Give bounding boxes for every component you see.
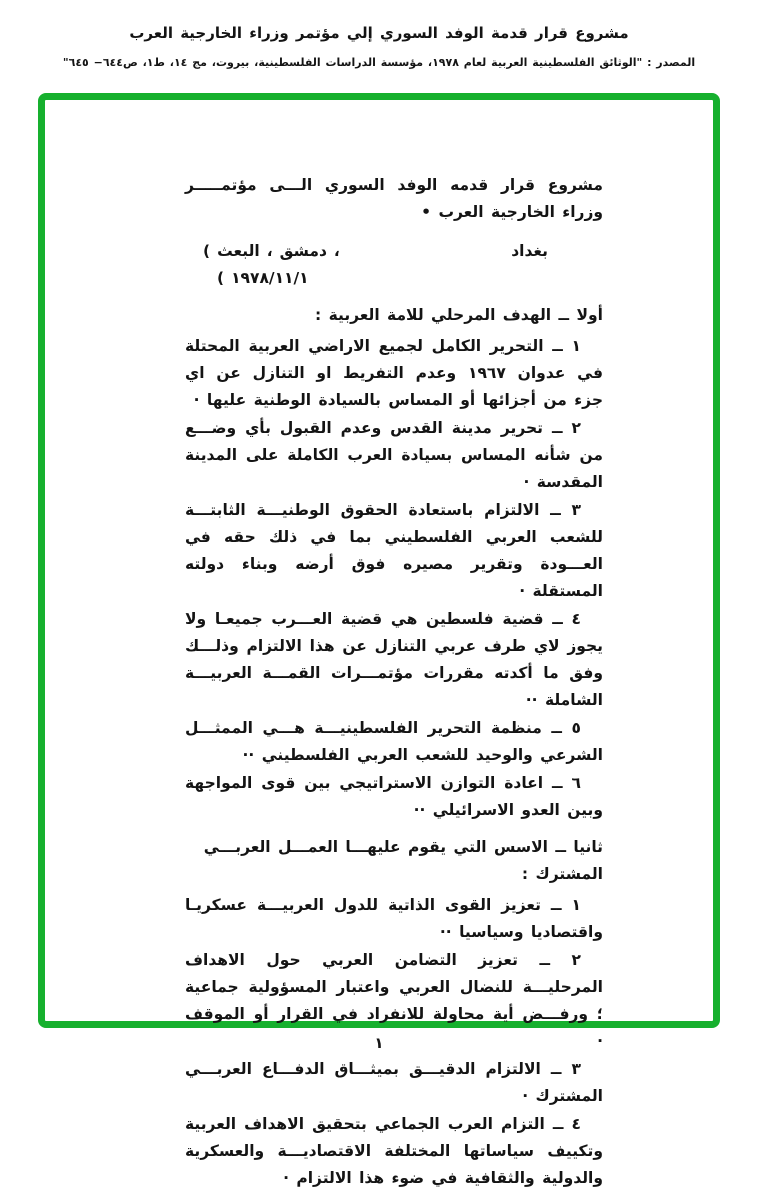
- citation-token: البعث: [217, 242, 260, 260]
- header-source-citation: المصدر : "الوثائق الفلسطينية العربية لعام ١٩٧٨، مؤسسة الدراسات الفلسطينية، بيروت، مج ١٤، ط١، ص٦٤٤− ٦٤٥": [62, 56, 696, 69]
- document-title: مشروع قرار قدمه الوفد السوري الـــى مؤتمـــــر وزراء الخارجية العرب •: [185, 176, 603, 221]
- citation-token: (: [217, 269, 225, 287]
- citation-line-2: [217, 265, 340, 292]
- section-2-heading: ثانيا ــ الاسس التي يقوم عليهـــا العمـــل العربـــي المشترك :: [203, 838, 603, 883]
- citation-line-1: [203, 238, 340, 265]
- citation-token: ١٩٧٨/١١/١: [231, 269, 309, 287]
- citation-token: ،: [266, 242, 273, 260]
- section-1-item-4: ٤ ــ قضية فلسطين هي قضية العـــرب جميعـا ولا يجوز لاي طرف عربي التنازل عن هذا الالتزام وذلـــك وفق ما أكدته مقررات مؤتمـــرات القمـــة العربيـــة الشاملة ··: [185, 610, 603, 709]
- section-2-item-2: ٢ ــ تعزيز التضامن العربي حول الاهداف المرحليـــة للنضال العربي واعتبار المسؤولية جماعية ؛ ورفـــض أية محاولة للانفراد في القرار أو الموقف ·: [185, 951, 603, 1050]
- section-1-item-2: ٢ ــ تحرير مدينة القدس وعدم القبول بأي وضـــع من شأنه المساس بسيادة العرب الكاملة على المدينة المقدسة ·: [185, 419, 603, 491]
- section-1-heading: أولا ــ الهدف المرحلي للامة العربية :: [315, 306, 603, 324]
- citation-token: (: [203, 242, 211, 260]
- section-1-item-6: ٦ ــ اعادة التوازن الاستراتيجي بين قوى المواجهة وبين العدو الاسرائيلي ··: [185, 774, 603, 819]
- attribution-citation: [203, 238, 340, 292]
- header-title: مشروع قرار قدمة الوفد السوري إلي مؤتمر وزراء الخارجية العرب: [129, 24, 629, 42]
- section-2-item-1: ١ ــ تعزيز القوى الذاتية للدول العربيـــة عسكريـا واقتصاديا وسياسيا ··: [185, 896, 603, 941]
- section-2-item-4: ٤ ــ التزام العرب الجماعي بتحقيق الاهداف العربية وتكييف سياساتها المختلفة الاقتصاديـــة والعسكرية والدولية والثقافية في ضوء هذا الالتزام ·: [185, 1115, 603, 1187]
- citation-token: دمشق: [279, 242, 327, 260]
- section-1-item-3: ٣ ــ الالتزام باستعادة الحقوق الوطنيـــة الثابتـــة للشعب العربي الفلسطيني بما في ذلك حقه في العـــودة وتقرير مصيره فوق أرضه وبناء دولته المستقلة ·: [185, 501, 603, 600]
- page-number: ١: [374, 1034, 384, 1052]
- attribution: [185, 238, 603, 292]
- citation-token: ،: [333, 242, 340, 260]
- section-1-item-5: ٥ ــ منظمة التحرير الفلسطينيـــة هـــي الممثـــل الشرعي والوحيد للشعب العربي الفلسطيني ··: [185, 719, 603, 764]
- attribution-location: بغداد: [511, 242, 548, 260]
- section-1-item-1: ١ ــ التحرير الكامل لجميع الاراضي العربية المحتلة في عدوان ١٩٦٧ وعدم التفريط او التنازل عن اي جزء من أجزائها أو المساس بالسيادة الوطنية عليها ·: [185, 337, 603, 409]
- section-2-item-3: ٣ ــ الالتزام الدقيـــق بميثـــاق الدفـــاع العربـــي المشترك ·: [185, 1060, 603, 1105]
